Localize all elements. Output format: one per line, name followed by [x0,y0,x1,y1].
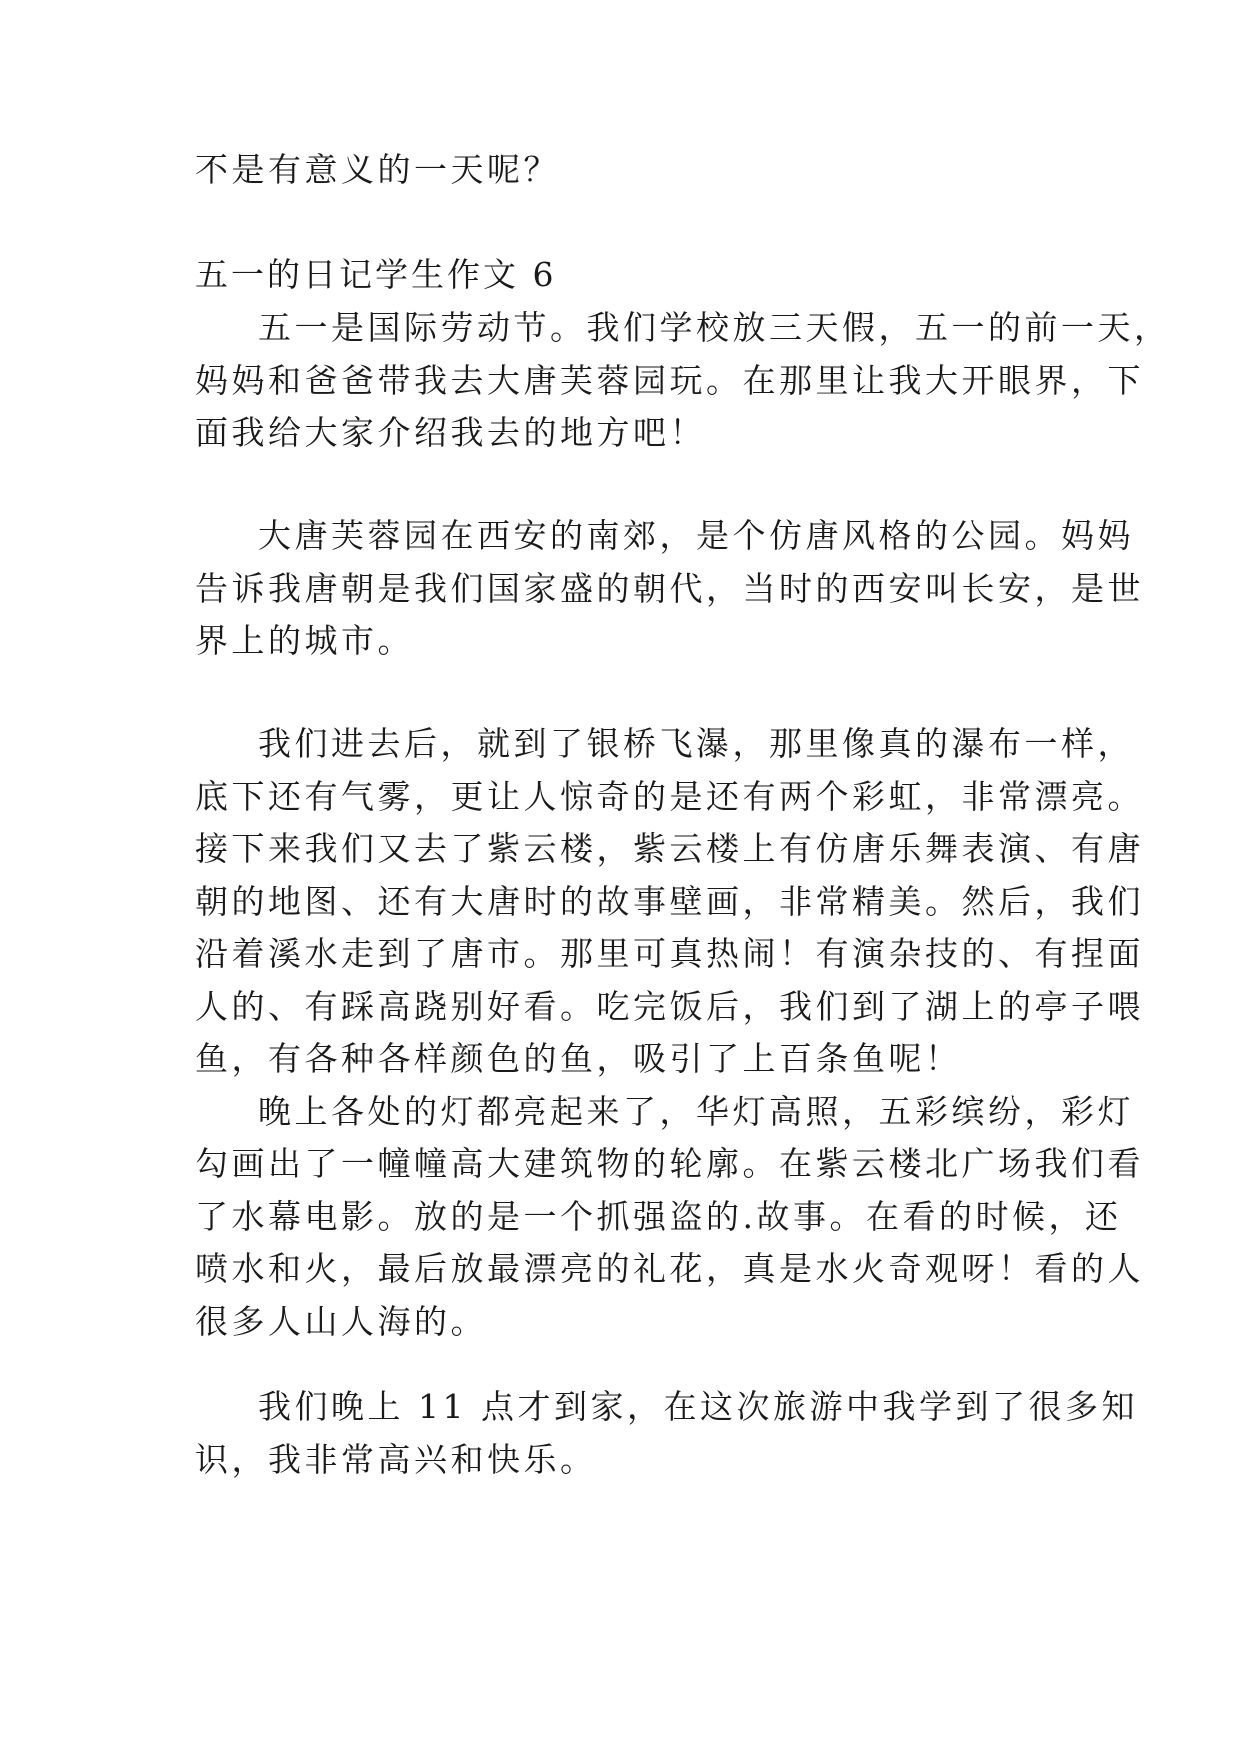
paragraph-line: 我们晚上 11 点才到家，在这次旅游中我学到了很多知 [258,1387,1138,1426]
paragraph-line: 晚上各处的灯都亮起来了，华灯高照，五彩缤纷，彩灯 [258,1092,1134,1131]
paragraph-line: 勾画出了一幢幢高大建筑物的轮廓。在紫云楼北广场我们看 [195,1144,1144,1183]
paragraph-line: 识，我非常高兴和快乐。 [195,1440,597,1479]
paragraph-line: 大唐芙蓉园在西安的南郊，是个仿唐风格的公园。妈妈 [258,516,1134,555]
continuation-line: 不是有意义的一天呢？ [195,150,560,189]
paragraph-line: 我们进去后，就到了银桥飞瀑，那里像真的瀑布一样， [258,724,1134,763]
paragraph-line: 人的、有踩高跷别好看。吃完饭后，我们到了湖上的亭子喂 [195,987,1144,1026]
paragraph-line: 了水幕电影。放的是一个抓强盗的.故事。在看的时候，还 [195,1197,1122,1236]
essay-title: 五一的日记学生作文 6 [195,255,557,294]
paragraph-line: 很多人山人海的。 [195,1302,487,1341]
paragraph-line: 底下还有气雾，更让人惊奇的是还有两个彩虹，非常漂亮。 [195,777,1144,816]
paragraph-line: 接下来我们又去了紫云楼，紫云楼上有仿唐乐舞表演、有唐 [195,829,1144,868]
paragraph-line: 鱼，有各种各样颜色的鱼，吸引了上百条鱼呢！ [195,1039,962,1078]
paragraph-line: 告诉我唐朝是我们国家盛的朝代，当时的西安叫长安，是世 [195,569,1144,608]
paragraph-line: 喷水和火，最后放最漂亮的礼花，真是水火奇观呀！看的人 [195,1249,1144,1288]
paragraph-line: 沿着溪水走到了唐市。那里可真热闹！有演杂技的、有捏面 [195,934,1144,973]
paragraph-line: 妈妈和爸爸带我去大唐芙蓉园玩。在那里让我大开眼界，下 [195,361,1144,400]
paragraph-line: 朝的地图、还有大唐时的故事壁画，非常精美。然后，我们 [195,882,1144,921]
paragraph-line: 面我给大家介绍我去的地方吧！ [195,413,706,452]
paragraph-line: 五一是国际劳动节。我们学校放三天假，五一的前一天， [258,308,1171,347]
paragraph-line: 界上的城市。 [195,621,414,660]
